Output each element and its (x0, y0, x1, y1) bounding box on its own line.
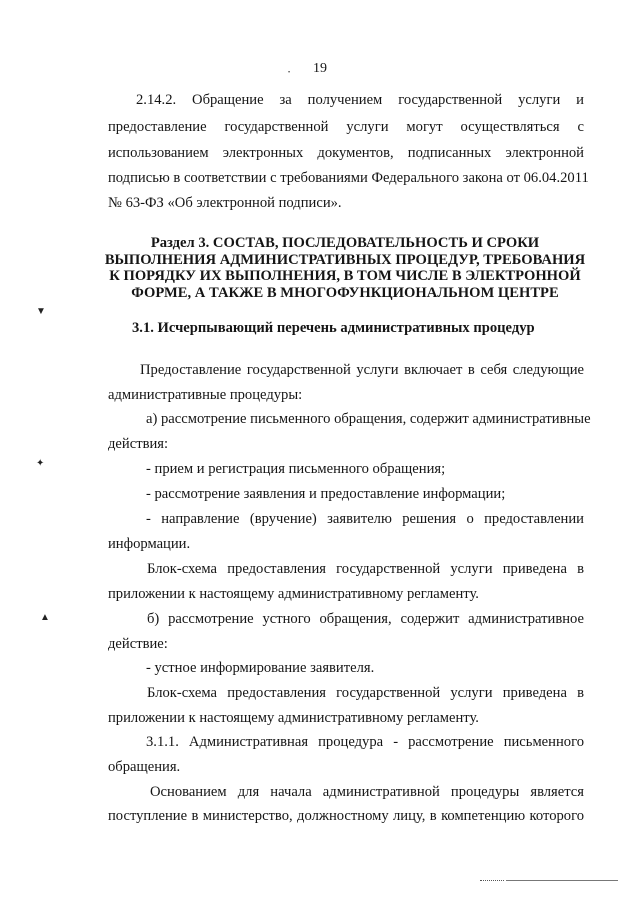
body-line-18: Основанием для начала административной процедуры является (150, 784, 584, 800)
body-line-17: обращения. (108, 759, 181, 775)
body-line-19: поступление в министерство, должностному лицу, в компетенцию которого (108, 808, 584, 824)
body-line-14: Блок-схема предоставления государственной услуги приведена в (147, 685, 584, 701)
body-line-11: б) рассмотрение устного обращения, содержит административное (147, 611, 584, 627)
body-line-6: - рассмотрение заявления и предоставление информации; (146, 486, 506, 502)
para-2-14-2-line-2: предоставление государственной услуги могут осуществляться с (108, 119, 584, 135)
section-heading-line-2: ВЫПОЛНЕНИЯ АДМИНИСТРАТИВНЫХ ПРОЦЕДУР, ТРЕБОВАНИЯ (104, 252, 586, 268)
para-2-14-2-line-1: 2.14.2. Обращение за получением государственной услуги и (136, 92, 584, 108)
section-heading-line-1: Раздел 3. СОСТАВ, ПОСЛЕДОВАТЕЛЬНОСТЬ И СРОКИ (150, 235, 540, 251)
body-line-16: 3.1.1. Административная процедура - рассмотрение письменного (146, 734, 584, 750)
body-line-5: - прием и регистрация письменного обращения; (146, 461, 446, 477)
body-line-1: Предоставление государственной услуги включает в себя следующие (140, 362, 584, 378)
para-2-14-2-line-5: № 63-ФЗ «Об электронной подписи». (108, 195, 342, 211)
para-2-14-2-line-4: подписью в соответствии с требованиями Федерального закона от 06.04.2011 (108, 170, 589, 186)
body-line-4: действия: (108, 436, 169, 452)
scan-mark: • (288, 70, 291, 76)
footer-dotted-line (480, 880, 504, 881)
footer-line (506, 880, 618, 881)
body-line-9: Блок-схема предоставления государственной услуги приведена в (147, 561, 584, 577)
body-line-3: а) рассмотрение письменного обращения, содержит административные (146, 411, 591, 427)
scan-mark: ▼ (36, 306, 46, 317)
section-heading-line-4: ФОРМЕ, А ТАКЖЕ В МНОГОФУНКЦИОНАЛЬНОМ ЦЕНТРЕ (131, 285, 559, 301)
section-heading-line-3: К ПОРЯДКУ ИХ ВЫПОЛНЕНИЯ, В ТОМ ЧИСЛЕ В ЭЛЕКТРОННОЙ (109, 268, 581, 284)
scan-mark: ▲ (40, 612, 50, 623)
body-line-2: административные процедуры: (108, 387, 303, 403)
body-line-12: действие: (108, 636, 168, 652)
body-line-8: информации. (108, 536, 191, 552)
scan-mark: ✦ (36, 458, 45, 469)
body-line-10: приложении к настоящему административному регламенту. (108, 586, 479, 602)
body-line-15: приложении к настоящему административному регламенту. (108, 710, 479, 726)
body-line-7: - направление (вручение) заявителю решения о предоставлении (146, 511, 584, 527)
body-line-13: - устное информирование заявителя. (146, 660, 375, 676)
subsection-heading: 3.1. Исчерпывающий перечень административных процедур (132, 320, 535, 336)
para-2-14-2-line-3: использованием электронных документов, подписанных электронной (108, 145, 584, 161)
page-number: 19 (313, 61, 327, 76)
